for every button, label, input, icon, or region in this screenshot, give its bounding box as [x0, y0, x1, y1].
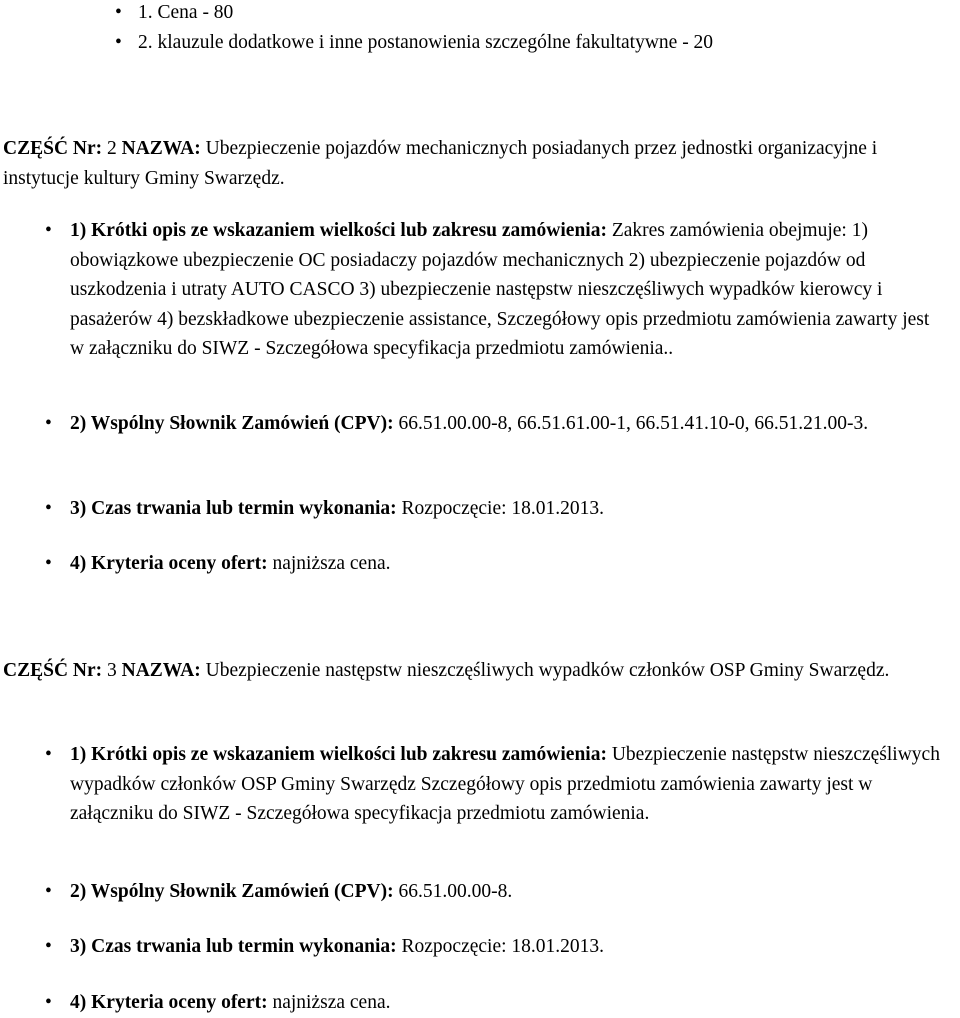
part-2-criteria-list [0, 549, 960, 579]
criteria-list [0, 0, 960, 57]
part-3-criteria-list [0, 988, 960, 1018]
part-2-cpv-list [0, 409, 960, 439]
item-label: 4) Kryteria oceny ofert: [70, 553, 268, 574]
part-2-number: 2 [107, 138, 117, 159]
item-text: Rozpoczęcie: 18.01.2013. [401, 498, 605, 519]
criteria-item: • 1. Cena - 80 [0, 0, 960, 28]
part-3-duration-item [0, 932, 960, 962]
item-text: 66.51.00.00-8. [398, 881, 513, 902]
item-label: 3) Czas trwania lub termin wykonania: [70, 936, 397, 957]
item-label: 2) Wspólny Słownik Zamówień (CPV): [70, 881, 394, 902]
part-3-description-item [0, 740, 960, 829]
part-3-number: 3 [107, 660, 117, 681]
item-label: 2) Wspólny Słownik Zamówień (CPV): [70, 413, 394, 434]
part-2-duration-item [0, 494, 960, 524]
item-label: 3) Czas trwania lub termin wykonania: [70, 498, 397, 519]
part-3-number-label: CZĘŚĆ Nr: [3, 660, 103, 681]
item-label: 1) Krótki opis ze wskazaniem wielkości lub zakresu zamówienia: [70, 744, 607, 765]
part-2-cpv-item [0, 409, 960, 439]
part-2-heading [0, 134, 960, 193]
item-text: Rozpoczęcie: 18.01.2013. [401, 936, 605, 957]
part-3-cpv-list [0, 877, 960, 907]
part-2-details [0, 216, 960, 364]
item-text: najniższa cena. [272, 992, 391, 1013]
part-3-cpv-item [0, 877, 960, 907]
part-2-number-label: CZĘŚĆ Nr: [3, 138, 103, 159]
part-2-name-label: NAZWA: [121, 138, 201, 159]
item-text: Zakres zamówienia obejmuje: 1) obowiązkowe ubezpieczenie OC posiadaczy pojazdów mechanicznych 2) ubezpieczenie pojazdów od uszkodzenia i utraty AUTO CASCO 3) ubezpieczenie następstw nieszczęśliwych wypadków kierowcy i pasażerów 4) bezskładkowe ubezpieczenie assistance, Szczegółowy opis przedmiotu zamówienia zawarty jest w załączniku do SIWZ - Szczegółowa specyfikacja przedmiotu zamówienia.. [70, 220, 930, 359]
criteria-item: • 2. klauzule dodatkowe i inne postanowienia szczególne fakultatywne - 20 [0, 28, 960, 58]
part-2-description-item [0, 216, 960, 364]
part-2-duration-list [0, 494, 960, 524]
item-text: 66.51.00.00-8, 66.51.61.00-1, 66.51.41.10-0, 66.51.21.00-3. [398, 413, 869, 434]
item-text: najniższa cena. [272, 553, 391, 574]
part-3-duration-list [0, 932, 960, 962]
part-3-name-label: NAZWA: [121, 660, 201, 681]
part-2-name: Ubezpieczenie pojazdów mechanicznych posiadanych przez jednostki organizacyjne i instytucje kultury Gminy Swarzędz. [3, 138, 878, 189]
item-label: 4) Kryteria oceny ofert: [70, 992, 268, 1013]
part-2-criteria-item [0, 549, 960, 579]
part-3-heading [0, 656, 960, 686]
item-text: Ubezpieczenie następstw nieszczęśliwych wypadków członków OSP Gminy Swarzędz Szczegółowy opis przedmiotu zamówienia zawarty jest w załączniku do SIWZ - Szczegółowa specyfikacja przedmiotu zamówienia. [70, 744, 940, 824]
part-3-criteria-item [0, 988, 960, 1018]
part-3-name: Ubezpieczenie następstw nieszczęśliwych wypadków członków OSP Gminy Swarzędz. [205, 660, 890, 681]
part-3-details [0, 740, 960, 829]
item-label: 1) Krótki opis ze wskazaniem wielkości lub zakresu zamówienia: [70, 220, 607, 241]
